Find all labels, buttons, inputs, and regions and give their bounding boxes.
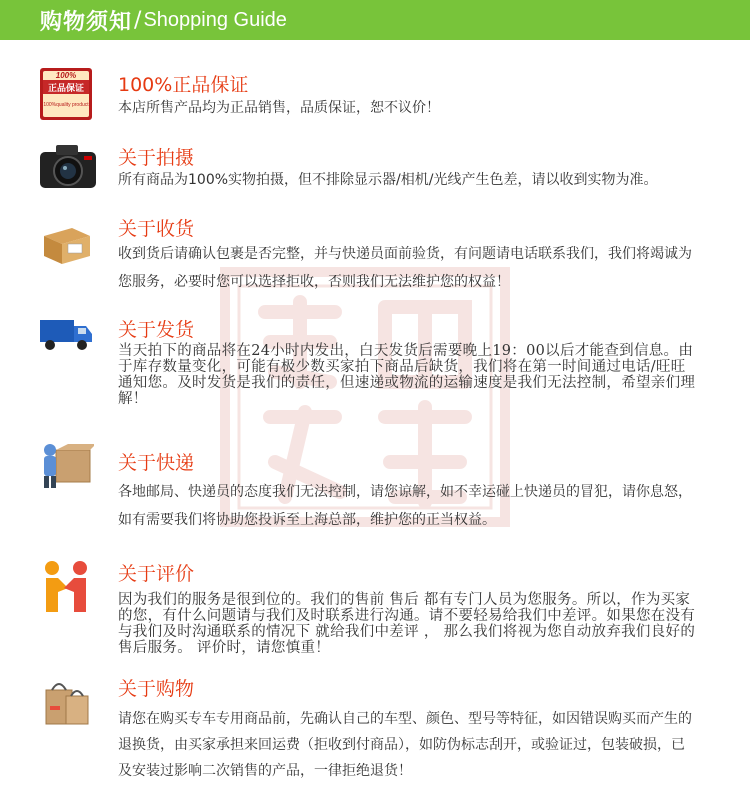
courier-icon <box>38 440 94 496</box>
truck-icon <box>38 316 94 372</box>
badge-line3: 100%quality product <box>43 102 89 108</box>
section-title: 关于快递 <box>118 452 195 474</box>
section-title: 关于发货 <box>118 319 195 341</box>
section-title: 关于拍摄 <box>118 147 195 169</box>
badge-line1: 100% <box>55 71 77 80</box>
badge-line2: 正品保证 <box>47 84 85 94</box>
section-title: 关于购物 <box>118 678 195 700</box>
section-body: 本店所售产品均为正品销售，品质保证，恕不议价！ <box>118 100 440 116</box>
section-body: 收到货后请确认包裹是否完整，并与快递员面前验货，有问题请电话联系我们，我们将竭诚为您服务，必要时您可以选择拒收，否则我们无法维护您的权益！ <box>118 246 692 290</box>
section-body: 因为我们的服务是很到位的。我们的售前 售后 都有专门人员为您服务。所以，作为买家的您，有什么问题请与我们及时联系进行沟通。请不要轻易给我们中差评。如果您在没有与我们及时沟通联系的情况下 就给我们中差评 ， 那么我们将视为您自动放弃我们良好的售后服务。 评价时，请您慎重！ <box>118 592 696 656</box>
section-body: 当天拍下的商品将在24小时内发出，白天发货后需要晚上19：00以后才能查到信息。由于库存数量变化，可能有极少数买家拍下商品后缺货，我们将在第一时间通过电话/旺旺通知您。及时发货是我们的责任，但速递或物流的运输速度是我们无法控制，希望亲们理解！ <box>118 343 696 407</box>
section-title: 100%正品保证 <box>118 74 249 96</box>
header-bar <box>0 0 750 40</box>
section-body: 各地邮局、快递员的态度我们无法控制，请您谅解，如不幸运碰上快递员的冒犯，请你息怒，如有需要我们将协助您投诉至上海总部，维护您的正当权益。 <box>118 484 692 528</box>
header-separator: / <box>134 7 142 33</box>
handshake-icon <box>38 558 94 614</box>
shopping-bag-icon <box>38 676 94 732</box>
header-subtitle: Shopping Guide <box>143 8 287 31</box>
camera-icon <box>38 140 94 196</box>
section-body: 请您在购买专车专用商品前，先确认自己的车型、颜色、型号等特征，如因错误购买而产生的退换货，由买家承担来回运费（拒收到付商品），如防伪标志刮开，或验证过，包装破损，已及安装过影响二次销售的产品，一律拒绝退货！ <box>118 711 692 779</box>
section-title: 关于评价 <box>118 563 195 585</box>
quality-badge-icon <box>38 66 94 122</box>
header-title: 购物须知 <box>40 9 133 35</box>
section-body: 所有商品为100%实物拍摄，但不排除显示器/相机/光线产生色差，请以收到实物为准。 <box>118 172 658 188</box>
section-title: 关于收货 <box>118 218 195 240</box>
box-icon <box>38 222 94 278</box>
